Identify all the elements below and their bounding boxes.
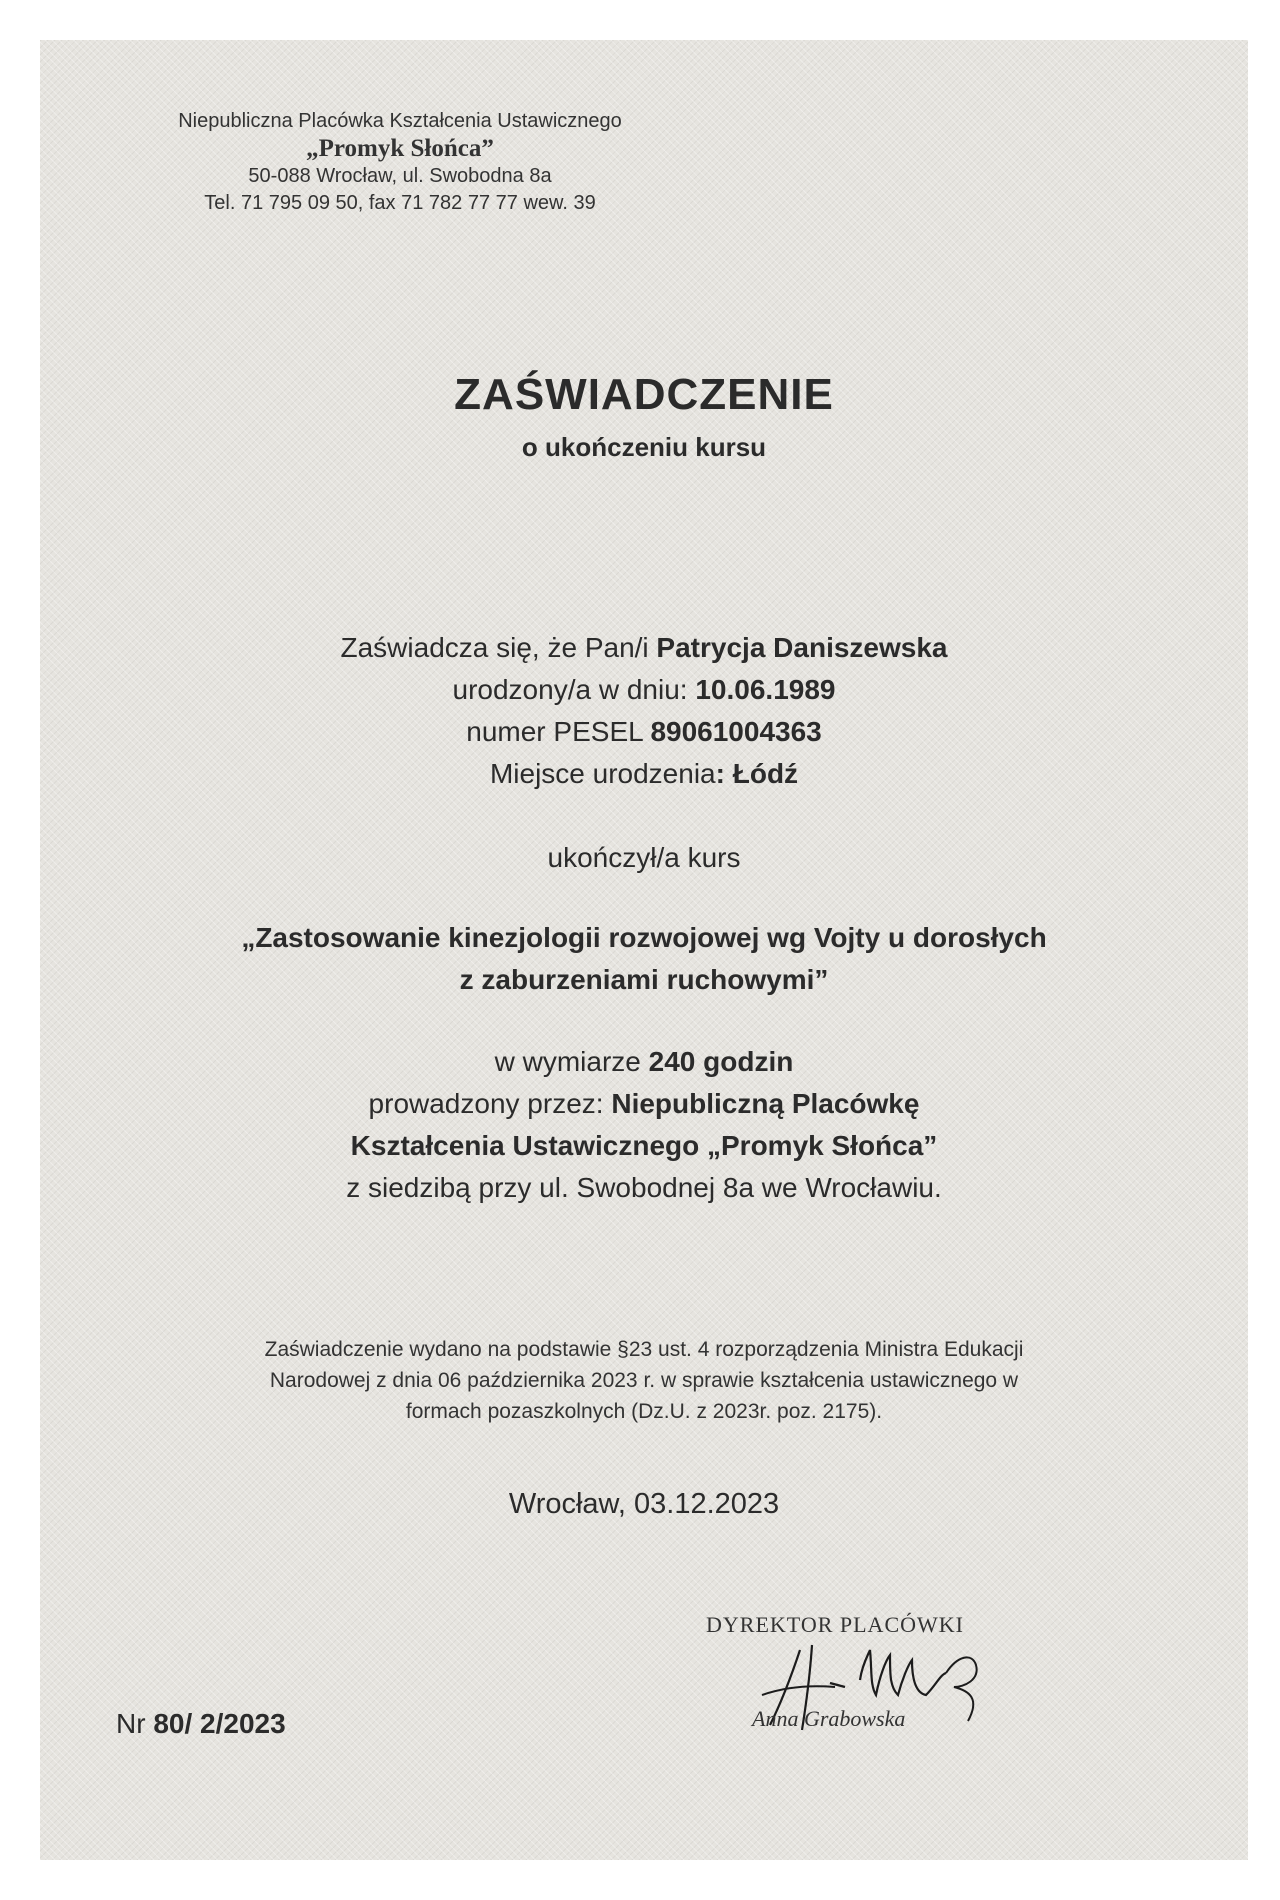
legal-line2: Narodowej z dnia 06 października 2023 r. w sprawie kształcenia ustawicznego w <box>269 1369 1019 1392</box>
scope-line <box>40 1046 1248 1078</box>
institution-header <box>40 110 760 215</box>
document-title: ZAŚWIADCZENIE <box>454 370 834 419</box>
pesel-number: 89061004363 <box>650 716 822 747</box>
birth-place-colon: : <box>715 758 725 789</box>
scope-label: w wymiarze <box>494 1046 641 1077</box>
director-name: Anna Grabowska <box>752 1706 906 1731</box>
birth-date: 10.06.1989 <box>695 674 836 705</box>
institution-name: Niepubliczna Placówka Kształcenia Ustawicznego <box>178 110 622 132</box>
institution-address: 50-088 Wrocław, ul. Swobodna 8a <box>248 165 552 187</box>
institution-contact: Tel. 71 795 09 50, fax 71 782 77 77 wew. 39 <box>204 192 596 214</box>
pesel-line <box>40 716 1248 748</box>
place-and-date: Wrocław, 03.12.2023 <box>508 1488 780 1520</box>
certificate-number <box>116 1708 286 1740</box>
organizer-label: prowadzony przez: <box>368 1088 604 1119</box>
completed-text: ukończył/a kurs <box>547 842 741 873</box>
birth-date-line <box>40 674 1248 706</box>
person-intro-line <box>40 632 1248 664</box>
legal-basis <box>40 1334 1248 1427</box>
organizer-name-part1: Niepubliczną Placówkę <box>611 1088 920 1119</box>
course-name-line2: z zaburzeniami ruchowymi” <box>459 964 829 995</box>
birth-date-label: urodzony/a w dniu: <box>452 674 688 705</box>
birth-place-line <box>40 758 1248 790</box>
certificate-sheet <box>40 40 1248 1860</box>
course-name-line1: „Zastosowanie kinezjologii rozwojowej wg Vojty u dorosłych <box>241 922 1047 953</box>
institution-brand: „Promyk Słońca” <box>306 135 494 162</box>
legal-line1: Zaświadczenie wydano na podstawie §23 ust. 4 rozporządzenia Ministra Edukacji <box>264 1338 1024 1361</box>
person-name: Patrycja Daniszewska <box>656 632 948 663</box>
pesel-label: numer PESEL <box>466 716 643 747</box>
birth-place-label: Miejsce urodzenia <box>489 758 716 789</box>
number-value: 80/ 2/2023 <box>153 1708 286 1739</box>
legal-line3: formach pozaszkolnych (Dz.U. z 2023r. poz. 2175). <box>405 1400 883 1423</box>
course-hours: 240 godzin <box>648 1046 794 1077</box>
intro-text: Zaświadcza się, że Pan/i <box>340 632 649 663</box>
birth-place: Łódź <box>732 758 799 789</box>
director-title: DYREKTOR PLACÓWKI <box>706 1612 964 1637</box>
organizer-name-part2: Kształcenia Ustawicznego „Promyk Słońca” <box>350 1130 938 1161</box>
organizer-address: z siedzibą przy ul. Swobodnej 8a we Wrocławiu. <box>346 1172 942 1203</box>
number-label: Nr <box>116 1708 146 1739</box>
document-subtitle: o ukończeniu kursu <box>521 432 767 462</box>
organizer-line1 <box>40 1088 1248 1120</box>
